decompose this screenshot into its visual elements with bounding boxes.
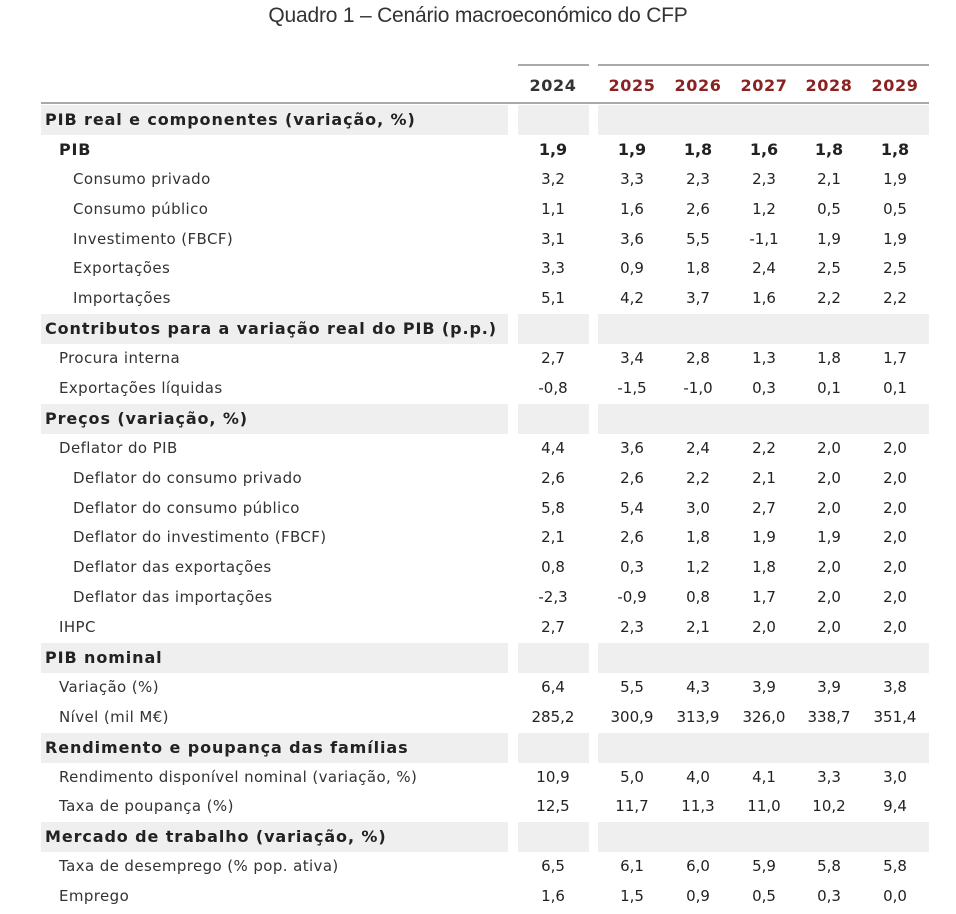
value-cell: 3,1 — [541, 229, 565, 248]
table-row — [0, 344, 956, 374]
table-row — [0, 852, 956, 882]
value-cell: 1,6 — [620, 199, 644, 218]
value-cell: -1,1 — [749, 229, 779, 248]
value-cell — [521, 643, 585, 673]
value-cell: 0,3 — [752, 379, 776, 398]
table-row — [0, 434, 956, 464]
value-cell: 2,0 — [883, 558, 907, 577]
value-cell: 2,6 — [541, 468, 565, 487]
value-cell: 1,2 — [686, 558, 710, 577]
value-cell — [666, 105, 730, 135]
section-label: Contributos para a variação real do PIB (p.p.) — [45, 319, 497, 339]
section-row — [0, 105, 956, 135]
table-row — [0, 523, 956, 553]
value-cell: 12,5 — [536, 797, 570, 816]
row-label: Taxa de poupança (%) — [59, 797, 234, 816]
value-cell — [521, 314, 585, 344]
value-cell — [666, 822, 730, 852]
value-cell: 2,0 — [817, 498, 841, 517]
value-cell — [666, 404, 730, 434]
value-cell — [600, 314, 664, 344]
value-cell — [600, 733, 664, 763]
value-cell: 3,3 — [817, 767, 841, 786]
value-cell: 2,1 — [541, 528, 565, 547]
table-row — [0, 464, 956, 494]
value-cell: 5,8 — [883, 857, 907, 876]
row-label: Exportações — [73, 259, 171, 278]
value-cell: 2,0 — [883, 588, 907, 607]
value-cell: 2,0 — [883, 498, 907, 517]
value-cell — [797, 733, 861, 763]
value-cell: 4,3 — [686, 677, 710, 696]
value-cell: 2,8 — [686, 349, 710, 368]
value-cell: 0,8 — [541, 558, 565, 577]
value-cell: 0,5 — [883, 199, 907, 218]
section-label: PIB real e componentes (variação, %) — [45, 110, 416, 129]
value-cell: 3,6 — [620, 229, 644, 248]
value-cell: 285,2 — [531, 707, 575, 726]
value-cell: 3,0 — [686, 498, 710, 517]
value-cell — [797, 822, 861, 852]
header-bottom-rule — [41, 102, 929, 104]
value-cell: 2,0 — [817, 468, 841, 487]
value-cell: 2,7 — [541, 618, 565, 637]
value-cell: 2,2 — [752, 438, 776, 457]
value-cell: 0,5 — [752, 887, 776, 906]
value-cell: 1,9 — [752, 528, 776, 547]
value-cell: 351,4 — [873, 707, 917, 726]
value-cell: 4,0 — [686, 767, 710, 786]
value-cell: 1,6 — [752, 289, 776, 308]
value-cell — [600, 105, 664, 135]
value-cell: 3,0 — [883, 767, 907, 786]
value-cell: 5,0 — [620, 767, 644, 786]
value-cell: 0,3 — [620, 558, 644, 577]
row-label: Deflator do consumo público — [73, 498, 300, 517]
value-cell: 1,6 — [749, 139, 779, 159]
value-cell: 2,7 — [752, 498, 776, 517]
value-cell: 2,0 — [883, 438, 907, 457]
value-cell: 6,4 — [541, 677, 565, 696]
value-cell: 1,7 — [883, 349, 907, 368]
table-row — [0, 135, 956, 165]
table-row — [0, 763, 956, 793]
row-label: Nível (mil M€) — [59, 707, 169, 726]
value-cell: 2,6 — [686, 199, 710, 218]
value-cell: 1,6 — [541, 887, 565, 906]
value-cell — [797, 643, 861, 673]
value-cell: 2,5 — [883, 259, 907, 278]
value-cell: 1,3 — [752, 349, 776, 368]
table-row — [0, 553, 956, 583]
value-cell — [863, 822, 927, 852]
value-cell: 10,9 — [536, 767, 570, 786]
value-cell: -0,9 — [617, 588, 647, 607]
value-cell: 0,3 — [817, 887, 841, 906]
row-label: Rendimento disponível nominal (variação, %) — [59, 767, 418, 786]
value-cell: 326,0 — [742, 707, 786, 726]
value-cell: 3,6 — [620, 438, 644, 457]
value-cell: -2,3 — [538, 588, 568, 607]
value-cell: 4,2 — [620, 289, 644, 308]
row-label: Variação (%) — [59, 677, 159, 696]
row-label: Importações — [73, 289, 171, 308]
value-cell: 2,7 — [541, 349, 565, 368]
value-cell — [521, 733, 585, 763]
value-cell: 2,5 — [817, 259, 841, 278]
header-rule-historical — [518, 64, 589, 66]
table-row — [0, 195, 956, 225]
section-row — [0, 643, 956, 673]
value-cell — [797, 314, 861, 344]
value-cell: 2,0 — [883, 528, 907, 547]
value-cell — [600, 643, 664, 673]
value-cell — [666, 643, 730, 673]
value-cell: 313,9 — [676, 707, 720, 726]
value-cell: 1,8 — [817, 349, 841, 368]
value-cell: 1,2 — [752, 199, 776, 218]
row-label: PIB — [59, 139, 92, 159]
row-label: Consumo público — [73, 199, 209, 218]
value-cell: 1,9 — [817, 528, 841, 547]
value-cell: 1,9 — [538, 139, 568, 159]
value-cell: 9,4 — [883, 797, 907, 816]
value-cell: 2,0 — [817, 438, 841, 457]
value-cell: 5,1 — [541, 289, 565, 308]
value-cell — [863, 105, 927, 135]
year-header-2029: 2029 — [871, 76, 919, 95]
value-cell: 2,0 — [883, 468, 907, 487]
row-label: Deflator das exportações — [73, 558, 272, 577]
value-cell: 4,4 — [541, 438, 565, 457]
year-header-2026: 2026 — [674, 76, 722, 95]
value-cell: 3,7 — [686, 289, 710, 308]
value-cell: 1,8 — [880, 139, 910, 159]
value-cell — [521, 822, 585, 852]
value-cell: 1,9 — [883, 229, 907, 248]
value-cell: 1,8 — [686, 259, 710, 278]
value-cell: 2,6 — [620, 528, 644, 547]
value-cell — [732, 643, 796, 673]
value-cell: -1,5 — [617, 379, 647, 398]
section-label: PIB nominal — [45, 648, 163, 668]
value-cell: 2,4 — [752, 259, 776, 278]
value-cell — [666, 733, 730, 763]
value-cell: 3,8 — [883, 677, 907, 696]
value-cell: -1,0 — [683, 379, 713, 398]
value-cell: 3,4 — [620, 349, 644, 368]
value-cell: 6,5 — [541, 857, 565, 876]
value-cell: 3,3 — [620, 169, 644, 188]
value-cell — [863, 733, 927, 763]
value-cell: 3,3 — [541, 259, 565, 278]
row-label: Exportações líquidas — [59, 379, 223, 398]
section-label: Preços (variação, %) — [45, 408, 249, 428]
value-cell: 1,5 — [620, 887, 644, 906]
value-cell: 2,1 — [817, 169, 841, 188]
value-cell: 2,6 — [620, 468, 644, 487]
value-cell — [863, 404, 927, 434]
row-label: Consumo privado — [73, 169, 211, 188]
value-cell: 2,0 — [752, 618, 776, 637]
section-row — [0, 314, 956, 344]
table-row — [0, 374, 956, 404]
value-cell: 1,8 — [814, 139, 844, 159]
value-cell: 0,8 — [686, 588, 710, 607]
value-cell — [732, 105, 796, 135]
value-cell: 2,2 — [883, 289, 907, 308]
table-row — [0, 225, 956, 255]
value-cell — [797, 404, 861, 434]
value-cell — [600, 404, 664, 434]
value-cell: 2,2 — [817, 289, 841, 308]
value-cell: 2,0 — [817, 618, 841, 637]
row-label: Taxa de desemprego (% pop. ativa) — [59, 857, 339, 876]
value-cell: 1,8 — [683, 139, 713, 159]
value-cell: 1,9 — [883, 169, 907, 188]
year-header-2024: 2024 — [529, 76, 577, 95]
value-cell: 0,1 — [817, 379, 841, 398]
row-label: Emprego — [59, 887, 130, 906]
row-label: Deflator do investimento (FBCF) — [73, 528, 327, 547]
value-cell: 2,0 — [817, 558, 841, 577]
row-label: Procura interna — [59, 349, 181, 368]
value-cell: 11,3 — [681, 797, 715, 816]
value-cell — [732, 314, 796, 344]
value-cell: 4,1 — [752, 767, 776, 786]
year-header-2025: 2025 — [608, 76, 656, 95]
table-row — [0, 284, 956, 314]
value-cell — [732, 733, 796, 763]
value-cell: 5,5 — [686, 229, 710, 248]
section-label: Mercado de trabalho (variação, %) — [45, 827, 387, 847]
value-cell: 338,7 — [807, 707, 851, 726]
table-body — [0, 105, 956, 912]
value-cell: 1,9 — [617, 139, 647, 159]
value-cell: 5,8 — [541, 498, 565, 517]
table-title: Quadro 1 – Cenário macroeconómico do CFP — [268, 4, 688, 27]
value-cell: 11,7 — [615, 797, 649, 816]
row-label: Investimento (FBCF) — [73, 229, 234, 248]
value-cell: 5,8 — [817, 857, 841, 876]
value-cell: 0,9 — [686, 887, 710, 906]
table-row — [0, 165, 956, 195]
table-row — [0, 254, 956, 284]
table-row — [0, 792, 956, 822]
value-cell: 10,2 — [812, 797, 846, 816]
value-cell: 11,0 — [747, 797, 781, 816]
value-cell: -0,8 — [538, 379, 568, 398]
value-cell — [732, 822, 796, 852]
section-row — [0, 404, 956, 434]
value-cell: 2,3 — [620, 618, 644, 637]
value-cell: 1,8 — [686, 528, 710, 547]
value-cell: 1,1 — [541, 199, 565, 218]
value-cell: 3,2 — [541, 169, 565, 188]
value-cell: 1,9 — [817, 229, 841, 248]
value-cell — [600, 822, 664, 852]
value-cell: 300,9 — [610, 707, 654, 726]
value-cell: 3,9 — [817, 677, 841, 696]
value-cell — [521, 404, 585, 434]
value-cell: 2,3 — [686, 169, 710, 188]
value-cell: 3,9 — [752, 677, 776, 696]
table-row — [0, 703, 956, 733]
value-cell: 2,0 — [883, 618, 907, 637]
value-cell: 0,1 — [883, 379, 907, 398]
header-rule-projection — [598, 64, 929, 66]
value-cell: 5,5 — [620, 677, 644, 696]
value-cell: 2,3 — [752, 169, 776, 188]
row-label: Deflator das importações — [73, 588, 273, 607]
value-cell: 0,0 — [883, 887, 907, 906]
value-cell: 1,7 — [752, 588, 776, 607]
value-cell — [863, 314, 927, 344]
table-row — [0, 613, 956, 643]
value-cell: 2,1 — [686, 618, 710, 637]
value-cell: 2,1 — [752, 468, 776, 487]
value-cell — [521, 105, 585, 135]
table-row — [0, 882, 956, 912]
row-label: IHPC — [59, 618, 96, 637]
value-cell: 5,4 — [620, 498, 644, 517]
value-cell: 2,4 — [686, 438, 710, 457]
value-cell: 5,9 — [752, 857, 776, 876]
year-header-2027: 2027 — [740, 76, 788, 95]
row-label: Deflator do PIB — [59, 438, 178, 457]
row-label: Deflator do consumo privado — [73, 468, 303, 487]
section-row — [0, 733, 956, 763]
table-row — [0, 583, 956, 613]
value-cell: 0,9 — [620, 259, 644, 278]
year-header-2028: 2028 — [805, 76, 853, 95]
table-row — [0, 673, 956, 703]
value-cell: 6,0 — [686, 857, 710, 876]
value-cell — [732, 404, 796, 434]
value-cell: 2,2 — [686, 468, 710, 487]
value-cell — [863, 643, 927, 673]
value-cell: 2,0 — [817, 588, 841, 607]
table-row — [0, 494, 956, 524]
section-row — [0, 822, 956, 852]
section-label: Rendimento e poupança das famílias — [45, 737, 409, 757]
value-cell — [666, 314, 730, 344]
value-cell: 1,8 — [752, 558, 776, 577]
value-cell: 0,5 — [817, 199, 841, 218]
value-cell: 6,1 — [620, 857, 644, 876]
value-cell — [797, 105, 861, 135]
